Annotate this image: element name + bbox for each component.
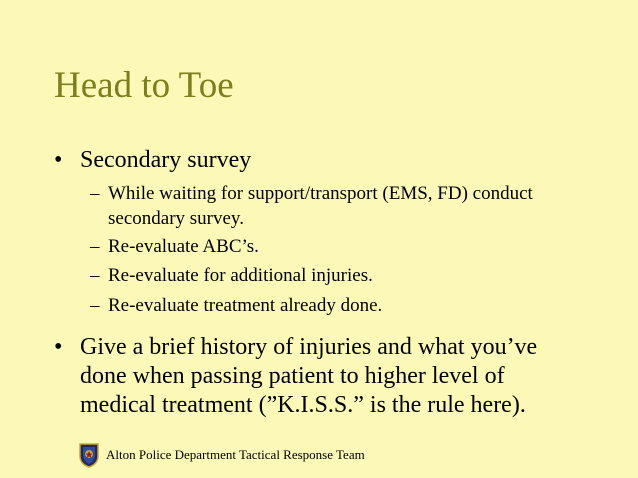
slide-title: Head to Toe (54, 65, 234, 106)
bullet-marker: • (54, 334, 63, 360)
sub-bullet-text: Re-evaluate for additional injuries. (108, 265, 373, 286)
sub-bullet-marker: – (90, 236, 100, 257)
bullet-text: Secondary survey (80, 147, 252, 173)
sub-bullet-marker: – (90, 183, 100, 204)
sub-bullet-marker: – (90, 295, 100, 316)
bullet-text-continued: medical treatment (”K.I.S.S.” is the rule here). (80, 392, 526, 418)
bullet-text: Give a brief history of injuries and what you’ve (80, 334, 538, 360)
police-badge-icon (78, 442, 100, 468)
sub-bullet-text-continued: secondary survey. (108, 208, 244, 229)
bullet-text-continued: done when passing patient to higher level of (80, 363, 505, 389)
sub-bullet-text: Re-evaluate treatment already done. (108, 295, 383, 316)
sub-bullet-marker: – (90, 265, 100, 286)
sub-bullet-text: Re-evaluate ABC’s. (108, 236, 259, 257)
bullet-marker: • (54, 147, 63, 173)
footer (78, 440, 365, 470)
sub-bullet-text: While waiting for support/transport (EMS, FD) conduct (108, 183, 533, 204)
footer-text: Alton Police Department Tactical Response Team (106, 447, 365, 462)
